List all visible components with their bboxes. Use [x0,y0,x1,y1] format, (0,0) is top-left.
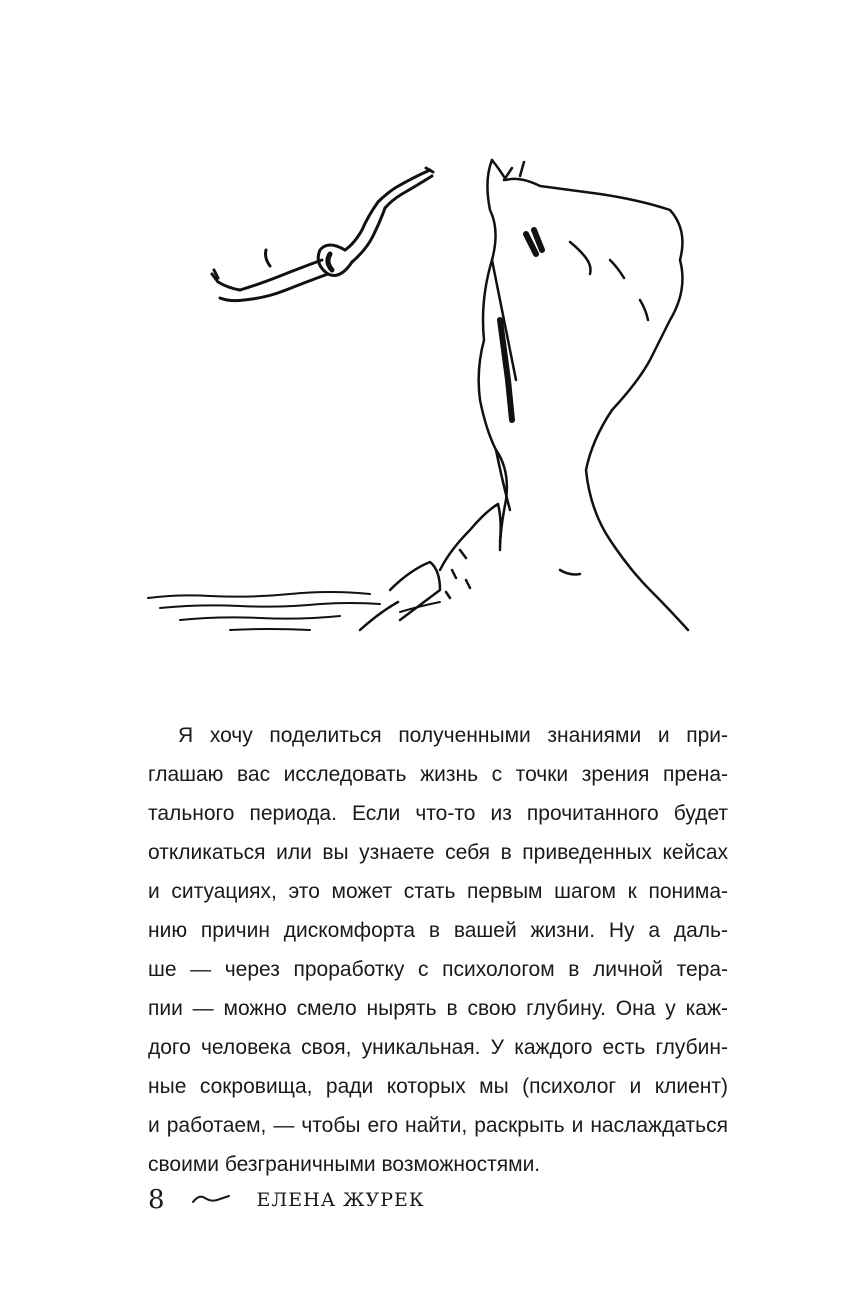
body-line: нию причин дискомфорта в вашей жизни. Ну а даль- [148,919,728,942]
body-line: своими безграничными возможностями. [148,1153,541,1176]
rock-base [360,504,501,630]
body-line: тального периода. Если что-то из прочитанного будет [148,802,728,825]
body-line: откликаться или вы узнаете себя в приведенных кейсах [148,841,728,864]
body-line: и ситуациях, это может стать первым шагом к понима- [148,880,728,903]
diver-figure [212,168,433,301]
body-line: и работаем, — чтобы его найти, раскрыть и наслаждаться [148,1114,728,1137]
body-paragraph [148,716,728,1184]
running-head-author: ЕЛЕНА ЖУРЕК [256,1189,425,1211]
body-line: ше — через проработку с психологом в личной тера- [148,958,728,981]
page-footer [148,1180,425,1220]
body-line: пии — можно смело нырять в свою глубину. Она у каж- [148,997,728,1020]
body-line: Я хочу поделиться полученными знаниями и при- [178,724,728,747]
body-line: дого человека своя, уникальная. У каждого есть глубин- [148,1036,728,1059]
page-number: 8 [148,1185,165,1215]
cliff-diver-illustration [140,150,700,640]
cliff-diver-sketch [140,150,700,640]
cliff-shading [500,230,542,420]
body-line: ные сокровища, ради которых мы (психолог и клиент) [148,1075,728,1098]
body-line: глашаю вас исследовать жизнь с точки зрения прена- [148,763,728,786]
tilde-ornament-icon [191,1190,231,1210]
sea-waves [148,592,440,630]
